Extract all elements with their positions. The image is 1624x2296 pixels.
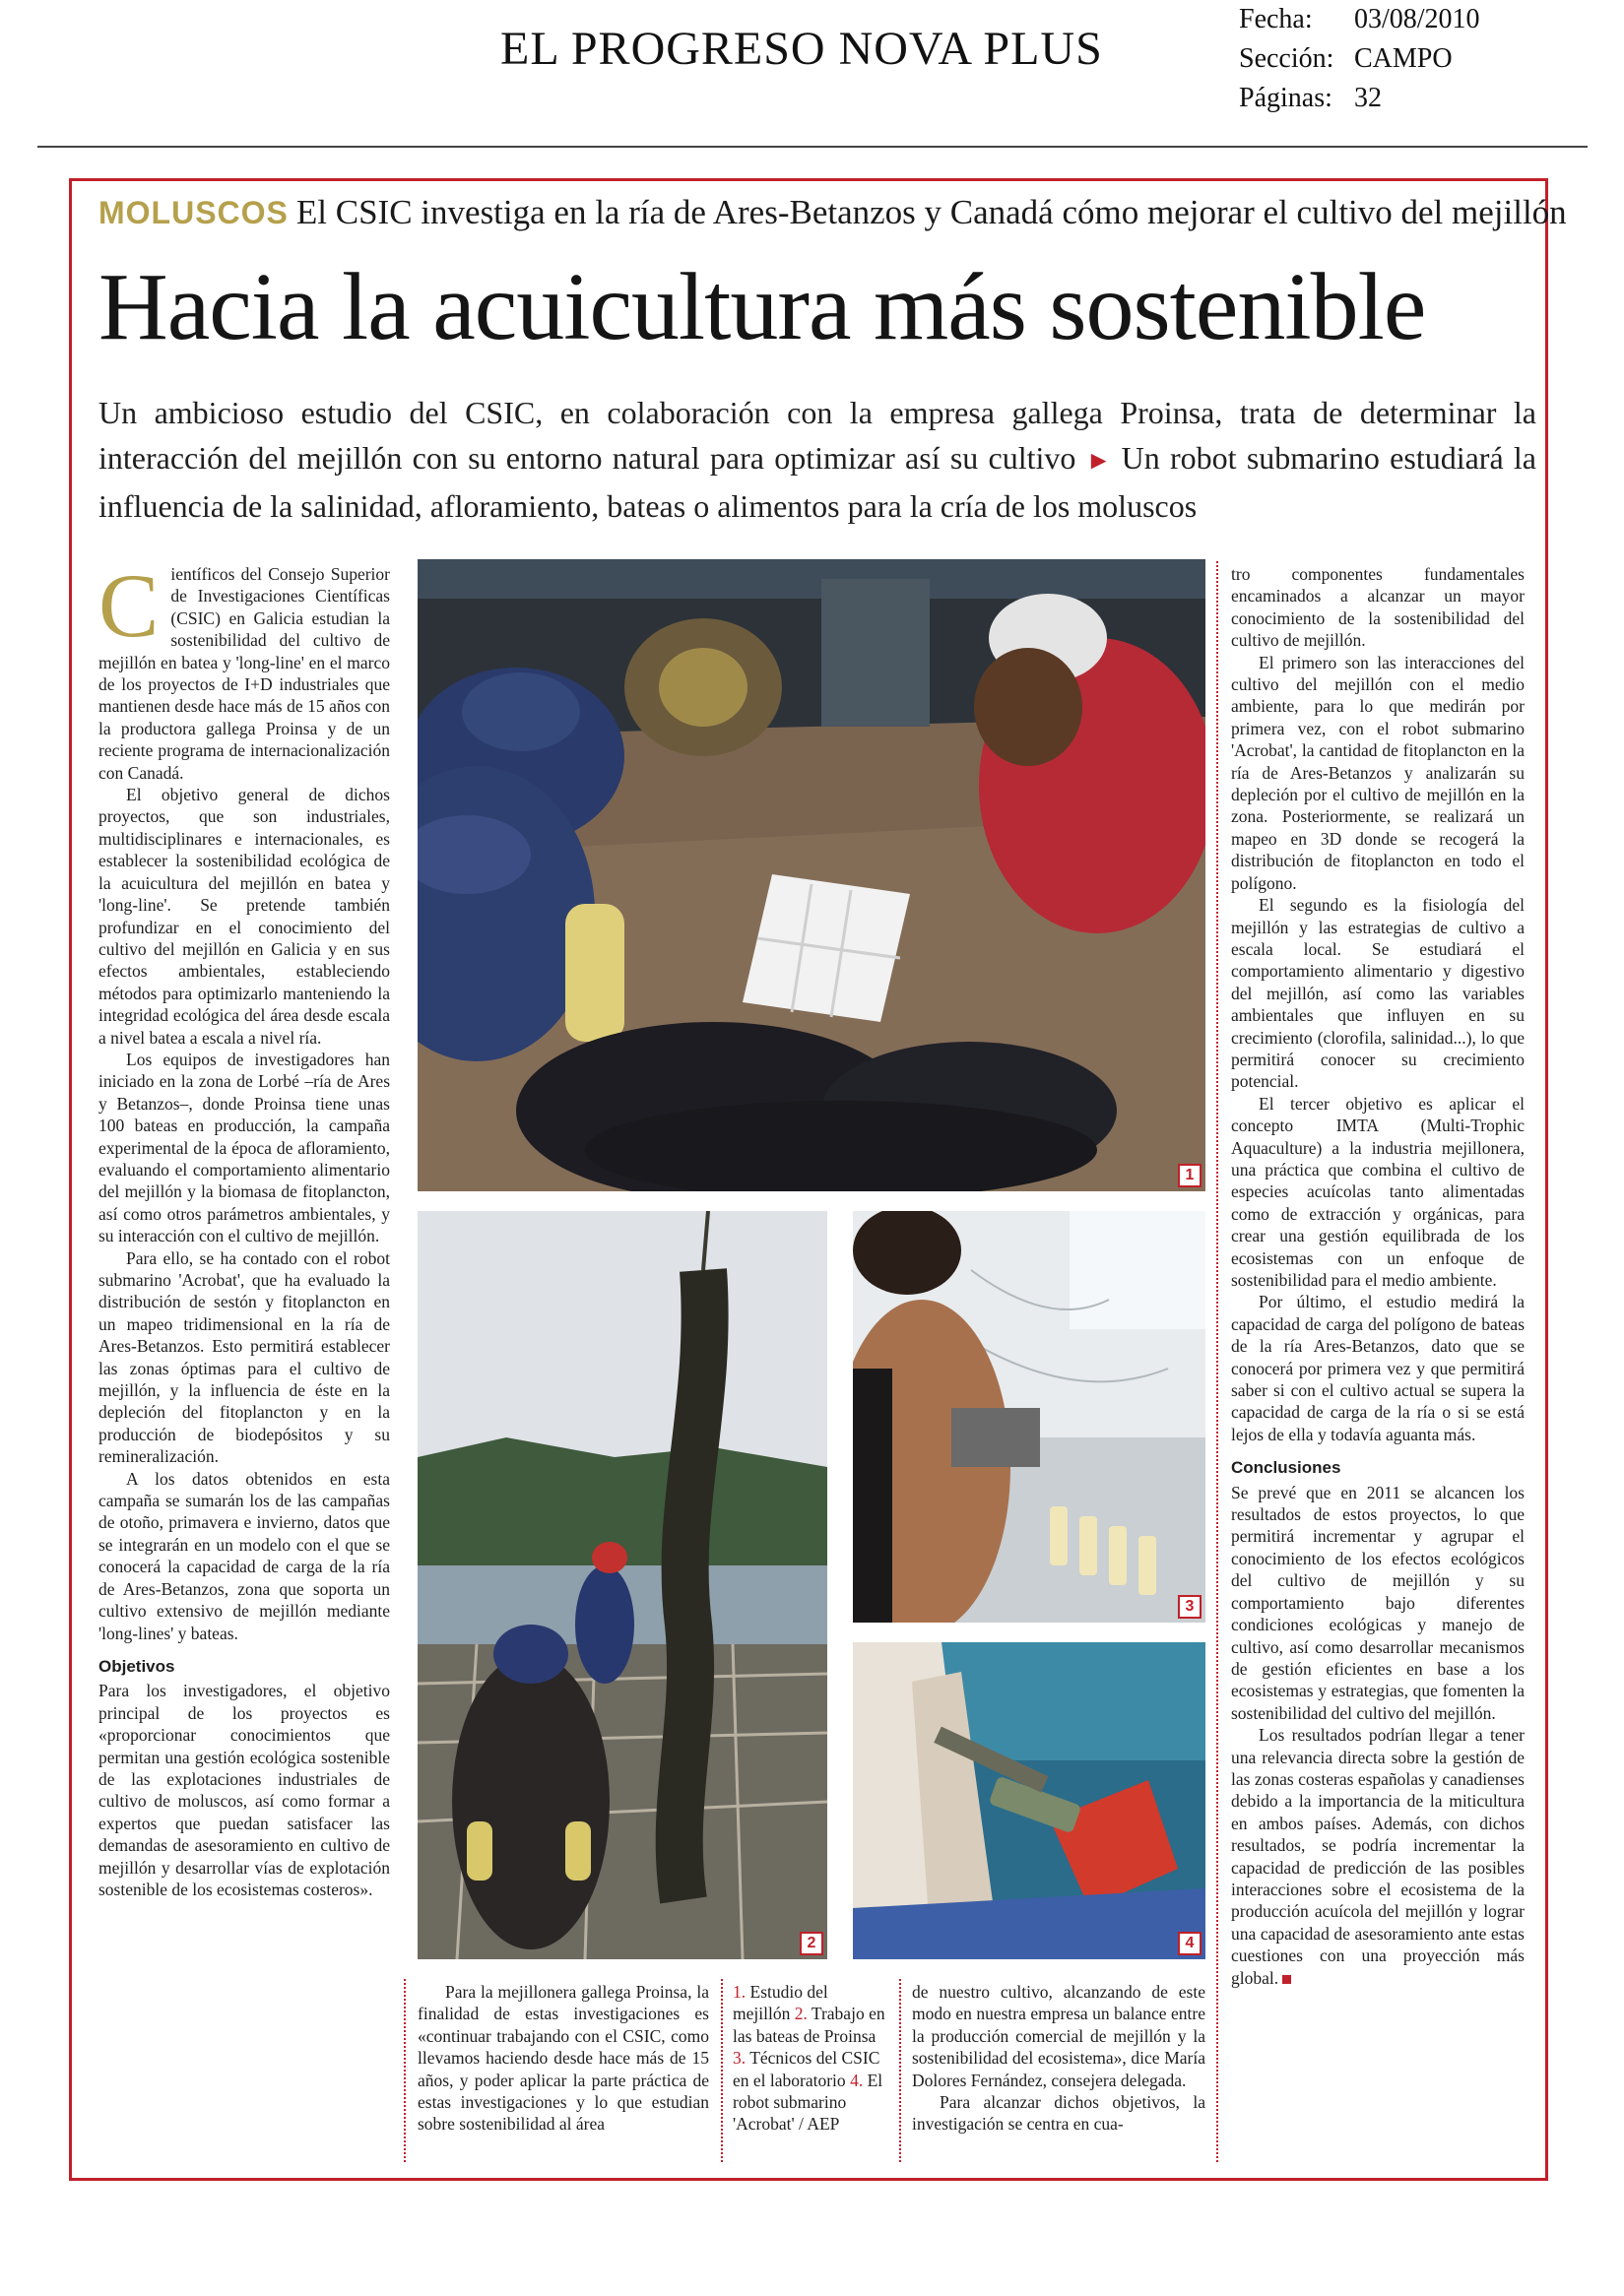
caption-number-1: 1. [733, 1982, 747, 2002]
photo-number-2: 2 [800, 1932, 823, 1955]
pages-label: Páginas: [1239, 83, 1332, 113]
drop-cap: C [98, 555, 160, 656]
photo-number-1: 1 [1178, 1164, 1202, 1187]
caption-text-2: Trabajo en las bateas de Proinsa [733, 2004, 885, 2046]
body-paragraph: ientíficos del Consejo Superior de Investigaciones Científicas (CSIC) en Galicia estudian la sostenibilidad del cultivo de mejillón en batea y 'long-line' en el marco de los proyectos de I+D industriales que mantienen desde hace más de 15 años con la productora gallega Proinsa y de un reciente programa de internacionalización con Canadá. [98, 564, 390, 783]
caption-number-2: 2. [794, 2004, 808, 2024]
photo-mussel-study [418, 559, 1205, 1191]
caption-text-1: Estudio del mejillón [733, 1982, 828, 2024]
column-separator [899, 1979, 901, 2162]
article-column-4 [1231, 563, 1525, 1989]
section-label: Sección: [1239, 43, 1334, 74]
date-label: Fecha: [1239, 4, 1313, 34]
body-paragraph: Para los investigadores, el objetivo principal de los proyectos es «proporcionar conocimientos que permitan una gestión ecológica sostenible de las explotaciones industriales de cultivo de moluscos, así como formar a expertos que puedan satisfacer las demandas de asesoramiento en cultivo de mejillón y desarrollar vías de explotación sostenible de los ecosistemas costeros». [98, 1681, 390, 1899]
photo-acrobat-robot [853, 1642, 1205, 1959]
caption-text-3: Técnicos del CSIC en el laboratorio [733, 2048, 880, 2090]
final-paragraph-text: Los resultados podrían llegar a tener una relevancia directa sobre la gestión de las zonas costeras españolas y canadienses debido a la importancia de la miticultura en ambos países. Además, con dichos resultados, se podría incrementar la capacidad de predicción de las posibles interacciones sobre el ecosistema de la producción acuícola del mejillón y lograr una capacidad de asesoramiento ante estas cuestiones con una proyección más global. [1231, 1725, 1525, 1988]
article-kicker [98, 193, 1567, 232]
article-headline: Hacia la acuicultura más sostenible [98, 254, 1426, 360]
photo-laboratory [853, 1211, 1205, 1623]
arrow-bullet-icon: ► [1085, 446, 1112, 475]
caption-number-3: 3. [733, 2048, 747, 2069]
subhead-part-2: Un robot submarino estudiará la influencia de la salinidad, afloramiento, bateas o alimentos para la cría de los moluscos [98, 440, 1537, 524]
article-subhead [98, 390, 1536, 529]
body-paragraph [1231, 1724, 1525, 1989]
subhead-part-1: Un ambicioso estudio del CSIC, en colaboración con la empresa gallega Proinsa, trata de determinar la interacción del mejillón con su entorno natural para optimizar así su cultivo [98, 395, 1536, 476]
kicker-text: El CSIC investiga en la ría de Ares-Betanzos y Canadá cómo mejorar el cultivo del mejillón [295, 193, 1567, 231]
column-separator [1216, 561, 1218, 2162]
article-column-2-bottom [418, 1981, 709, 2136]
caption-number-4: 4. [850, 2070, 864, 2090]
subheading-objetivos: Objetivos [98, 1656, 175, 1676]
body-paragraph: tro componentes fundamentales encaminados a alcanzar un mayor conocimiento de la sostenibilidad del cultivo de mejillón. [1231, 564, 1525, 651]
body-paragraph: Los equipos de investigadores han iniciado en la zona de Lorbé –ría de Ares y Betanzos–, donde Proinsa tiene unas 100 bateas en producción, la campaña experimental de la época de afloramiento, evaluando el comportamiento alimentario del mejillón y la biomasa de fitoplancton, así como otros parámetros ambientales, y su interacción con el cultivo de mejillón. [98, 1049, 390, 1246]
body-paragraph: Para ello, se ha contado con el robot submarino 'Acrobat', que ha evaluado la distribución de sestón y fitoplancton en un mapeo tridimensional en la ría de Ares-Betanzos. Esto permitirá establecer las zonas óptimas para el cultivo de mejillón, y la influencia de éste en la depleción del fitoplancton y en la producción de biodepósitos y su remineralización. [98, 1247, 390, 1467]
photo-captions [733, 1981, 886, 2136]
body-paragraph: Se prevé que en 2011 se alcancen los resultados de estos proyectos, lo que permitirá incrementar y agrupar el conocimiento de los efectos ecológicos del cultivo de mejillón y su comportamiento bajo diferentes condiciones ecológicas y manejo de cultivo, así como desarrollar mecanismos de gestión eficientes en base a los ecosistemas y estrategias, que fomenten la sostenibilidad del cultivo del mejillón. [1231, 1482, 1525, 1723]
publication-title: EL PROGRESO NOVA PLUS [500, 23, 1103, 75]
section-value: CAMPO [1354, 43, 1453, 74]
photo-number-3: 3 [1178, 1595, 1202, 1619]
body-paragraph: Para la mejillonera gallega Proinsa, la finalidad de estas investigaciones es «continuar trabajando con el CSIC, como llevamos haciendo desde hace más de 15 años, y poder aplicar la parte práctica de estas investigaciones y lo que estudian sobre sostenibilidad al área [418, 1982, 709, 2135]
body-paragraph: de nuestro cultivo, alcanzando de este modo en nuestra empresa un balance entre la producción comercial de mejillón y la sostenibilidad del ecosistema», dice María Dolores Fernández, consejera delegada. [912, 1982, 1205, 2090]
body-paragraph: Por último, el estudio medirá la capacidad de carga del polígono de bateas de la ría Ares-Betanzos, dato que se conocerá por primera vez y que permitirá saber si con el cultivo actual se supera la capacidad de carga de la ría o si se está lejos de ella y todavía aguanta más. [1231, 1292, 1525, 1444]
caption-text-4: El robot submarino 'Acrobat' / AEP [733, 2070, 883, 2135]
body-paragraph: El primero son las interacciones del cultivo del mejillón con el medio ambiente, para lo que medirán por primera vez, con el robot submarino 'Acrobat', la cantidad de fitoplancton en la ría de Ares-Betanzos y analizarán su depleción por el cultivo de mejillón en la zona. Posteriormente, se realizará un mapeo en 3D donde se recogerá la distribución de fitoplancton en todo el polígono. [1231, 652, 1525, 893]
subheading-conclusiones: Conclusiones [1231, 1458, 1341, 1478]
column-separator [404, 1979, 406, 2162]
photo-number-4: 4 [1178, 1932, 1202, 1955]
body-paragraph: El tercer objetivo es aplicar el concepto IMTA (Multi-Trophic Aquaculture) a la industria mejillonera, una práctica que combina el cultivo de especies acuícolas tanto alimentadas como de extracción y orgánicas, para crear una gestión equilibrada de los ecosistemas con un enfoque de sostenibilidad para el medio ambiente. [1231, 1093, 1525, 1290]
article-column-3-bottom [912, 1981, 1205, 2136]
pages-value: 32 [1354, 83, 1382, 113]
body-paragraph: A los datos obtenidos en esta campaña se sumarán los de las campañas de otoño, primavera e invierno, datos que se integrarán en un modelo con el que se conocerá la capacidad de carga de la ría de Ares-Betanzos, zona que soporta un cultivo extensivo de mejillón mediante 'long-lines' y bateas. [98, 1468, 390, 1643]
article-column-1 [98, 555, 390, 1900]
header-divider [37, 146, 1588, 148]
photo-mussel-raft [418, 1211, 827, 1959]
body-paragraph: El segundo es la fisiología del mejillón y las estrategias de cultivo a escala local. Se estudiará el comportamiento alimentario y digestivo del mejillón, así como las variables ambientales que influyen en su crecimiento (clorofila, salinidad...), lo que permitirá conocer su crecimiento potencial. [1231, 895, 1525, 1092]
column-separator [721, 1979, 723, 2162]
body-paragraph: El objetivo general de dichos proyectos, que son industriales, multidisciplinares e internacionales, es establecer la sostenibilidad ecológica de la acuicultura del mejillón en batea y 'long-line'. Se pretende también profundizar en el conocimiento del cultivo del mejillón en Galicia y en sus efectos ambientales, estableciendo métodos para optimizarlo manteniendo la integridad ecológica del área desde escala a nivel batea a escala a nivel ría. [98, 785, 390, 1048]
body-paragraph: Para alcanzar dichos objetivos, la investigación se centra en cua- [912, 2092, 1205, 2135]
date-value: 03/08/2010 [1354, 4, 1480, 34]
kicker-tag: MOLUSCOS [98, 195, 289, 230]
end-mark-icon [1282, 1975, 1291, 1984]
